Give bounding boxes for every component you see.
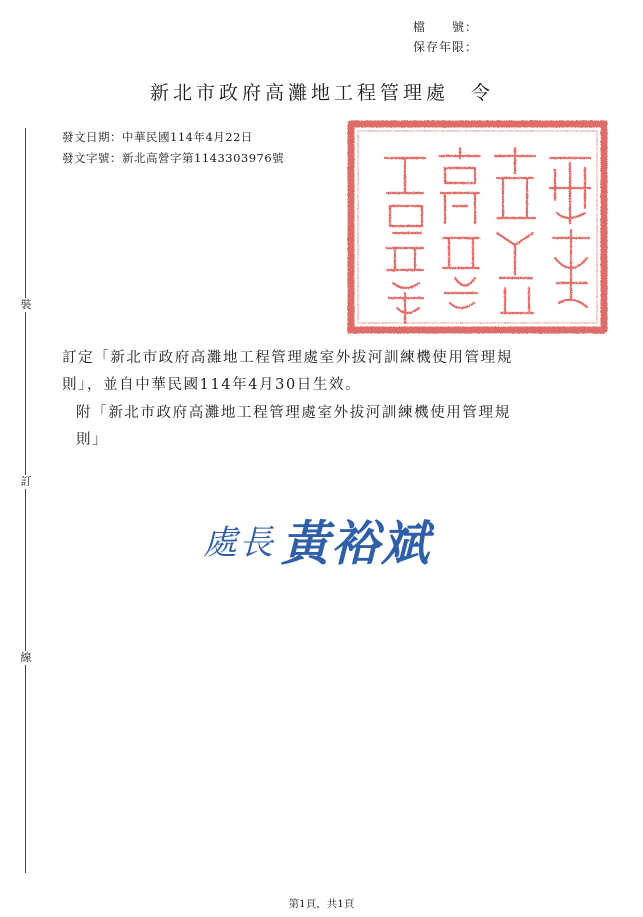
file-number-label: 檔 號： bbox=[413, 20, 479, 34]
retention-period-label: 保存年限： bbox=[413, 40, 479, 54]
document-title bbox=[150, 78, 494, 105]
attachment-line-1: 附「新北市政府高灘地工程管理處室外拔河訓練機使用管理規 bbox=[76, 405, 511, 421]
issue-date: 發文日期：中華民國114年4月22日 bbox=[62, 130, 253, 144]
director-signature bbox=[203, 505, 493, 585]
binding-mark-zhuang: 裝 bbox=[20, 298, 32, 311]
agency-name: 新北市政府高灘地工程管理處 bbox=[150, 82, 450, 104]
issue-number: 發文字號：新北高營字第1143303976號 bbox=[62, 151, 285, 165]
attachment-line-2: 則」 bbox=[76, 432, 109, 448]
director-name: 黃裕斌 bbox=[281, 516, 432, 572]
binding-mark-ding: 訂 bbox=[20, 475, 32, 488]
document-type: 令 bbox=[471, 82, 495, 104]
binding-mark-xian: 線 bbox=[20, 651, 32, 664]
page-number: 第1頁，共1頁 bbox=[288, 898, 355, 910]
official-seal-stamp bbox=[345, 118, 610, 336]
binding-line bbox=[25, 128, 26, 873]
body-line-2: 則」，並自中華民國114年4月30日生效。 bbox=[62, 377, 362, 393]
director-title: 處長 bbox=[203, 523, 275, 563]
body-line-1: 訂定「新北市政府高灘地工程管理處室外拔河訓練機使用管理規 bbox=[62, 350, 513, 366]
